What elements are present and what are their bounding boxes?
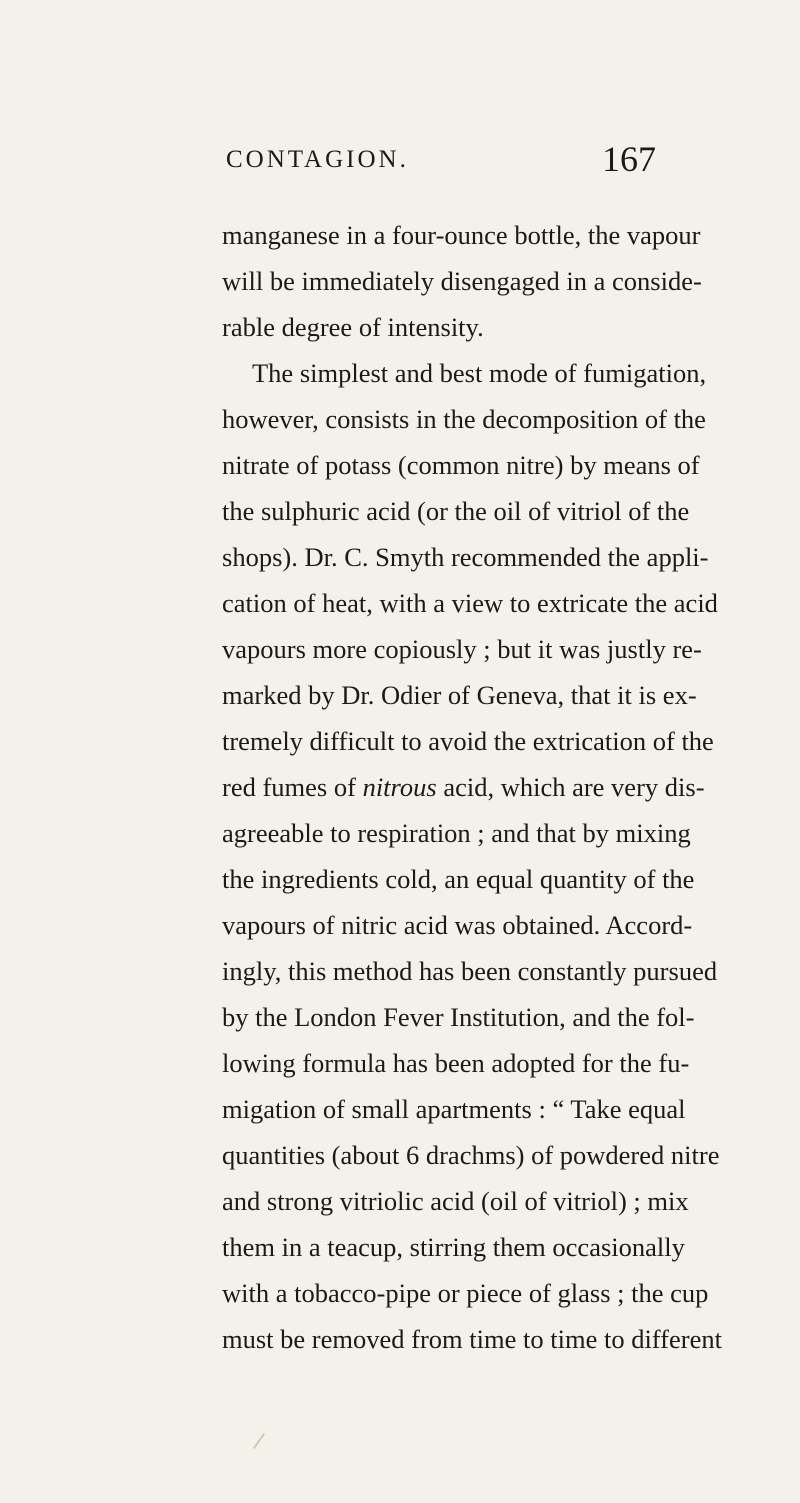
text-line: by the London Fever Institution, and the fol- <box>222 1002 695 1032</box>
text-line: lowing formula has been adopted for the fu- <box>222 1048 690 1078</box>
text-line: agreeable to respiration ; and that by mixing <box>222 818 691 848</box>
text-line: them in a teacup, stirring them occasionally <box>222 1232 685 1262</box>
text-line: must be removed from time to time to different <box>222 1324 722 1354</box>
text-line: the sulphuric acid (or the oil of vitriol of the <box>222 496 690 526</box>
text-line: ingly, this method has been constantly pursued <box>222 956 718 986</box>
text-line <box>222 772 705 802</box>
text-line: shops). Dr. C. Smyth recommended the appli- <box>222 542 709 572</box>
text-line: the ingredients cold, an equal quantity of the <box>222 864 695 894</box>
text-line: tremely difficult to avoid the extrication of the <box>222 726 714 756</box>
page-number: 167 <box>602 139 656 179</box>
text-line: quantities (about 6 drachms) of powdered nitre <box>222 1140 720 1170</box>
text-line: rable degree of intensity. <box>222 312 484 342</box>
text-line: migation of small apartments : “ Take equal <box>222 1094 686 1124</box>
text-line: nitrate of potass (common nitre) by means of <box>222 450 700 480</box>
text-line: manganese in a four-ounce bottle, the vapour <box>222 220 701 250</box>
text-line: cation of heat, with a view to extricate the acid <box>222 588 718 618</box>
paper-mark <box>253 1433 265 1449</box>
text-run: acid, which are very dis- <box>436 772 705 802</box>
running-head <box>226 138 656 182</box>
text-line: marked by Dr. Odier of Geneva, that it is ex- <box>222 680 697 710</box>
text-line: vapours of nitric acid was obtained. Accord- <box>222 910 693 940</box>
italic-word: nitrous <box>362 772 437 802</box>
text-line: The simplest and best mode of fumigation, <box>252 358 707 388</box>
text-line: with a tobacco-pipe or piece of glass ; the cup <box>222 1278 709 1308</box>
text-line: will be immediately disengaged in a conside- <box>222 266 702 296</box>
text-run: red fumes of <box>222 772 363 802</box>
text-line: however, consists in the decomposition of the <box>222 404 706 434</box>
text-line: and strong vitriolic acid (oil of vitriol) ; mix <box>222 1186 689 1216</box>
running-head-title: CONTAGION. <box>226 146 409 173</box>
text-line: vapours more copiously ; but it was justly re- <box>222 634 702 664</box>
